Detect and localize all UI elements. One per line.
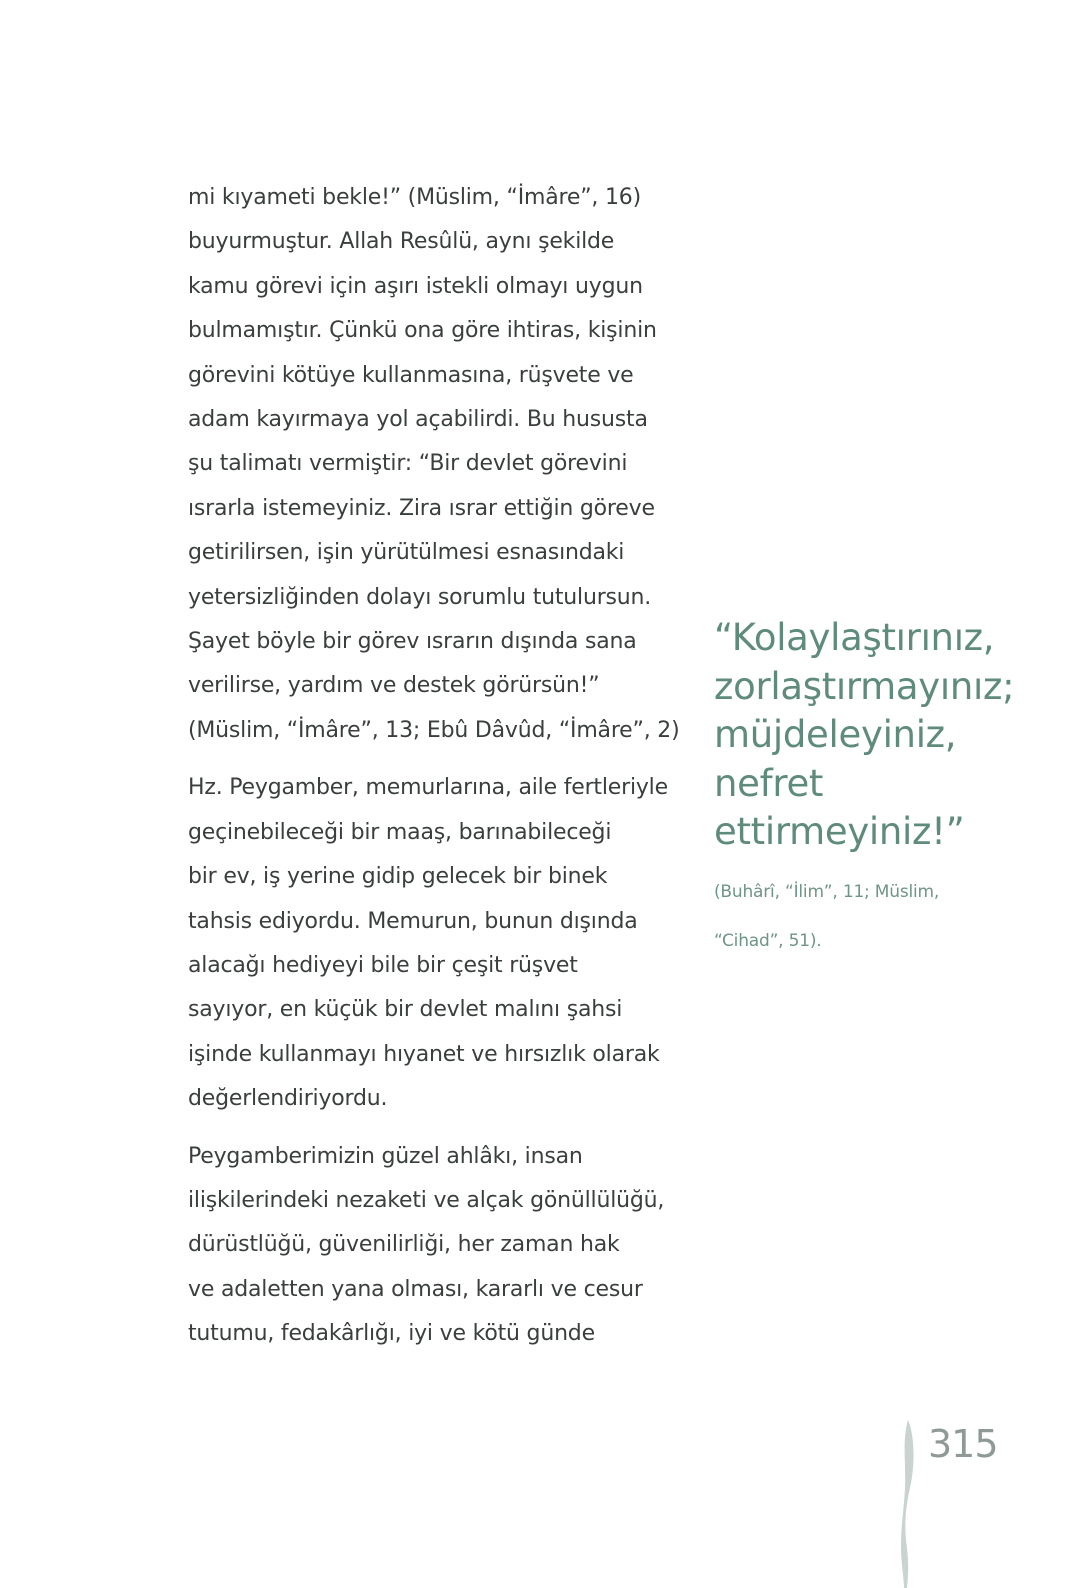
text-line: değerlendiriyordu.: [188, 1086, 388, 1112]
text-line: buyurmuştur. Allah Resûlü, aynı şekilde: [188, 229, 615, 255]
text-line: bulmamıştır. Çünkü ona göre ihtiras, kişinin: [188, 318, 657, 344]
text-line: Hz. Peygamber, memurlarına, aile fertleriyle: [188, 775, 668, 801]
source-line: “Cihad”, 51).: [714, 931, 822, 951]
page-ornament-icon: [896, 1418, 920, 1588]
pull-quote-line: ettirmeyiniz!”: [714, 810, 965, 853]
text-line: verilirse, yardım ve destek görürsün!”: [188, 673, 600, 699]
text-line: sayıyor, en küçük bir devlet malını şahsi: [188, 997, 623, 1023]
text-line: geçinebileceği bir maaş, barınabileceği: [188, 819, 612, 845]
text-line: tutumu, fedakârlığı, iyi ve kötü günde: [188, 1321, 595, 1347]
text-line: ve adaletten yana olması, kararlı ve cesur: [188, 1276, 643, 1302]
pull-quote-line: “Kolaylaştırınız,: [714, 616, 995, 659]
text-line: ilişkilerindeki nezaketi ve alçak gönüllülüğü,: [188, 1187, 665, 1213]
paragraph-1: [188, 176, 678, 753]
main-text-column: [188, 176, 678, 1370]
pull-quote-source: [714, 868, 1014, 966]
text-line: getirilirsen, işin yürütülmesi esnasındaki: [188, 540, 625, 566]
text-line: tahsis ediyordu. Memurun, bunun dışında: [188, 908, 638, 934]
text-line: adam kayırmaya yol açabilirdi. Bu hususta: [188, 407, 648, 433]
paragraph-3: [188, 1135, 678, 1357]
pull-quote-line: nefret: [714, 761, 824, 805]
text-line: alacağı hediyeyi bile bir çeşit rüşvet: [188, 952, 578, 978]
text-line: ısrarla istemeyiniz. Zira ısrar ettiğin göreve: [188, 495, 655, 521]
text-line: bir ev, iş yerine gidip gelecek bir binek: [188, 864, 608, 890]
ornament-shape: [901, 1420, 914, 1588]
text-line: şu talimatı vermiştir: “Bir devlet görevini: [188, 451, 628, 477]
pull-quote-line: müjdeleyiniz,: [714, 713, 957, 756]
paragraph-2: [188, 766, 678, 1121]
page-number: 315: [928, 1422, 998, 1466]
text-line: Şayet böyle bir görev ısrarın dışında sana: [188, 629, 637, 655]
pull-quote: [714, 614, 1054, 857]
text-line: mi kıyameti bekle!” (Müslim, “İmâre”, 16): [188, 185, 641, 210]
text-line: dürüstlüğü, güvenilirliği, her zaman hak: [188, 1232, 620, 1258]
text-line: (Müslim, “İmâre”, 13; Ebû Dâvûd, “İmâre”, 2): [188, 717, 680, 743]
text-line: yetersizliğinden dolayı sorumlu tutulursun.: [188, 584, 652, 610]
text-line: görevini kötüye kullanmasına, rüşvete ve: [188, 362, 634, 388]
text-line: işinde kullanmayı hıyanet ve hırsızlık olarak: [188, 1041, 660, 1067]
text-line: Peygamberimizin güzel ahlâkı, insan: [188, 1143, 583, 1169]
text-line: kamu görevi için aşırı istekli olmayı uygun: [188, 273, 643, 299]
pull-quote-line: zorlaştırmayınız;: [714, 664, 1015, 708]
source-line: (Buhârî, “İlim”, 11; Müslim,: [714, 882, 940, 902]
